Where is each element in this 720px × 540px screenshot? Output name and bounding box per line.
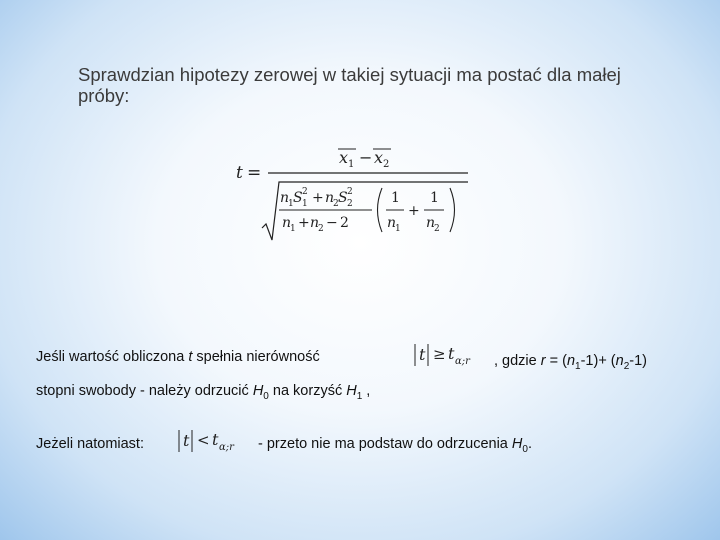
svg-text:n: n bbox=[387, 215, 397, 231]
svg-text:+: + bbox=[312, 190, 324, 206]
svg-text:t: t bbox=[419, 345, 426, 364]
inequality-ge-math bbox=[412, 342, 494, 373]
condition-accept-label: Jeżeli natomiast: bbox=[36, 436, 144, 452]
svg-text:n: n bbox=[426, 215, 436, 231]
svg-text:t: t bbox=[448, 344, 455, 363]
svg-text:1: 1 bbox=[288, 199, 294, 209]
formula-graphic bbox=[232, 140, 482, 250]
svg-text:2: 2 bbox=[434, 224, 440, 234]
svg-text:1: 1 bbox=[391, 190, 400, 206]
svg-text:α;r: α;r bbox=[219, 442, 234, 453]
svg-text:α;r: α;r bbox=[455, 356, 470, 367]
svg-text:n: n bbox=[282, 215, 292, 231]
svg-text:1: 1 bbox=[430, 190, 439, 206]
svg-text:2: 2 bbox=[347, 199, 353, 209]
svg-text:−: − bbox=[359, 148, 373, 167]
svg-text:n: n bbox=[325, 190, 335, 206]
svg-text:n: n bbox=[280, 190, 290, 206]
svg-text:2: 2 bbox=[318, 224, 324, 234]
condition-reject-line: Jeśli wartość obliczona t spełnia nierówność bbox=[36, 349, 320, 365]
svg-text:+: + bbox=[408, 203, 420, 219]
condition-reject-continuation: stopni swobody - należy odrzucić $H_0$ na korzyść $H_1$ , bbox=[36, 383, 371, 402]
svg-text:=: = bbox=[247, 163, 262, 183]
slide-heading bbox=[78, 64, 638, 106]
svg-text:t: t bbox=[236, 163, 243, 183]
svg-text:<: < bbox=[197, 431, 210, 449]
condition-accept-text: - przeto nie ma podstaw do odrzucenia $H_0$. bbox=[258, 436, 532, 455]
svg-text:1: 1 bbox=[348, 159, 355, 170]
svg-text:t: t bbox=[183, 431, 190, 450]
svg-text:1: 1 bbox=[395, 224, 401, 234]
t-statistic-formula bbox=[232, 140, 482, 250]
svg-text:S: S bbox=[293, 190, 303, 206]
svg-text:1: 1 bbox=[302, 199, 308, 209]
svg-text:S: S bbox=[338, 190, 348, 206]
svg-text:−: − bbox=[326, 215, 338, 231]
svg-text:2: 2 bbox=[347, 187, 353, 197]
svg-text:≥: ≥ bbox=[433, 345, 446, 363]
svg-text:2: 2 bbox=[302, 187, 308, 197]
svg-text:x: x bbox=[374, 148, 384, 167]
inequality-lt-math bbox=[176, 428, 258, 459]
heading-line-2: próby: bbox=[78, 85, 130, 106]
svg-text:2: 2 bbox=[340, 215, 349, 231]
svg-text:x: x bbox=[339, 148, 349, 167]
svg-text:n: n bbox=[310, 215, 320, 231]
svg-text:2: 2 bbox=[383, 159, 390, 170]
svg-text:2: 2 bbox=[333, 199, 339, 209]
svg-text:+: + bbox=[298, 215, 310, 231]
svg-text:1: 1 bbox=[290, 224, 296, 234]
heading-line-1: Sprawdzian hipotezy zerowej w takiej sytuacji ma postać dla małej bbox=[78, 64, 621, 85]
degrees-of-freedom-note: , gdzie $r = (n_1-1)+ (n_2-1)$ bbox=[494, 353, 648, 372]
svg-text:t: t bbox=[212, 430, 219, 449]
